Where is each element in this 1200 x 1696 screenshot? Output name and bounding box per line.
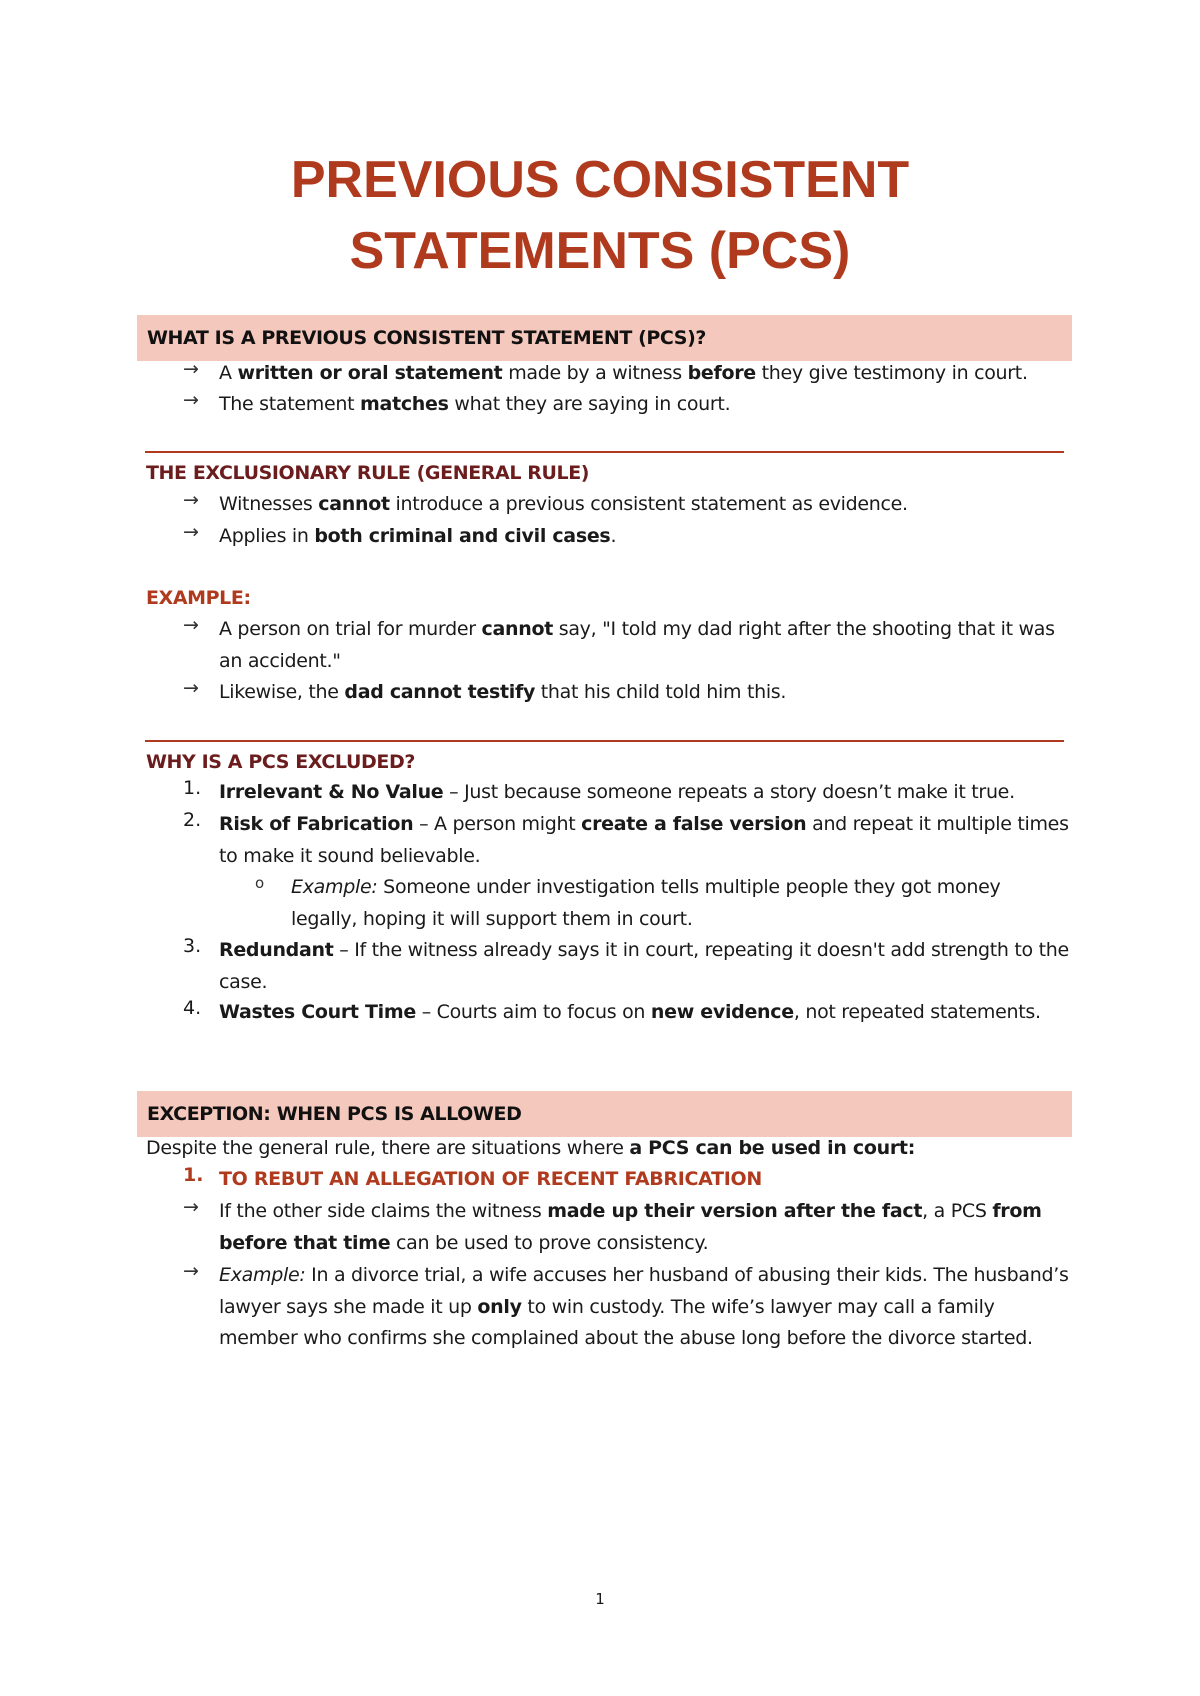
page-title bbox=[0, 145, 1200, 287]
list-number: 3. bbox=[183, 935, 202, 957]
page-title-line-1: PREVIOUS CONSISTENT bbox=[290, 151, 910, 209]
list-number: 4. bbox=[183, 997, 202, 1019]
arrow-bullet-icon: → bbox=[183, 489, 199, 511]
section-divider bbox=[145, 451, 1064, 453]
circle-bullet-icon: o bbox=[255, 874, 265, 892]
arrow-bullet-icon: → bbox=[183, 389, 199, 411]
arrow-bullet-icon: → bbox=[183, 358, 199, 380]
arrow-bullet-icon: → bbox=[183, 677, 199, 699]
list-item: 2. Risk of Fabrication – A person might create a false version and repeat it multiple times to make it sound believable. bbox=[183, 809, 1069, 867]
list-item: → Witnesses cannot introduce a previous consistent statement as evidence. bbox=[183, 489, 908, 515]
list-number: 2. bbox=[183, 809, 202, 831]
section-heading-what-is-pcs: WHAT IS A PREVIOUS CONSISTENT STATEMENT (PCS)? bbox=[137, 315, 1072, 361]
list-item: 1. Irrelevant & No Value – Just because someone repeats a story doesn’t make it true. bbox=[183, 777, 1015, 803]
arrow-bullet-icon: → bbox=[183, 521, 199, 543]
list-item: → Applies in both criminal and civil cases. bbox=[183, 521, 617, 547]
arrow-bullet-icon: → bbox=[183, 1196, 199, 1218]
list-item: → A written or oral statement made by a witness before they give testimony in court. bbox=[183, 358, 1028, 384]
example-heading: EXAMPLE: bbox=[146, 587, 251, 609]
list-item: → A person on trial for murder cannot say, "I told my dad right after the shooting that it was an accident." bbox=[183, 614, 1055, 672]
sub-list-item: o Example: Someone under investigation tells multiple people they got money legally, hoping it will support them in court. bbox=[255, 874, 1001, 930]
list-item: 3. Redundant – If the witness already says it in court, repeating it doesn't add strength to the case. bbox=[183, 935, 1069, 993]
list-item: → The statement matches what they are saying in court. bbox=[183, 389, 731, 415]
section-divider bbox=[145, 740, 1064, 742]
page-number: 1 bbox=[595, 1590, 605, 1608]
section-heading-exclusionary-rule: THE EXCLUSIONARY RULE (GENERAL RULE) bbox=[146, 462, 590, 484]
list-item: → Example: In a divorce trial, a wife accuses her husband of abusing their kids. The husband’s lawyer says she made it up only to win custody. The wife’s lawyer may call a family member who confirms she complained about the abuse long before the divorce started. bbox=[183, 1260, 1069, 1349]
arrow-bullet-icon: → bbox=[183, 614, 199, 636]
list-item: → Likewise, the dad cannot testify that his child told him this. bbox=[183, 677, 787, 703]
list-item: → If the other side claims the witness made up their version after the fact, a PCS from before that time can be used to prove consistency. bbox=[183, 1196, 1042, 1254]
list-number: 1. bbox=[183, 777, 202, 799]
arrow-bullet-icon: → bbox=[183, 1260, 199, 1282]
intro-text: Despite the general rule, there are situations where a PCS can be used in court: bbox=[146, 1137, 915, 1159]
list-number: 1. bbox=[183, 1164, 204, 1186]
section-heading-why-excluded: WHY IS A PCS EXCLUDED? bbox=[146, 751, 415, 773]
page-title-line-2: STATEMENTS (PCS) bbox=[349, 222, 851, 280]
list-item: 4. Wastes Court Time – Courts aim to focus on new evidence, not repeated statements. bbox=[183, 997, 1041, 1023]
section-heading-exception: EXCEPTION: WHEN PCS IS ALLOWED bbox=[137, 1091, 1072, 1137]
exception-subheading: 1. TO REBUT AN ALLEGATION OF RECENT FABRICATION bbox=[183, 1164, 762, 1190]
